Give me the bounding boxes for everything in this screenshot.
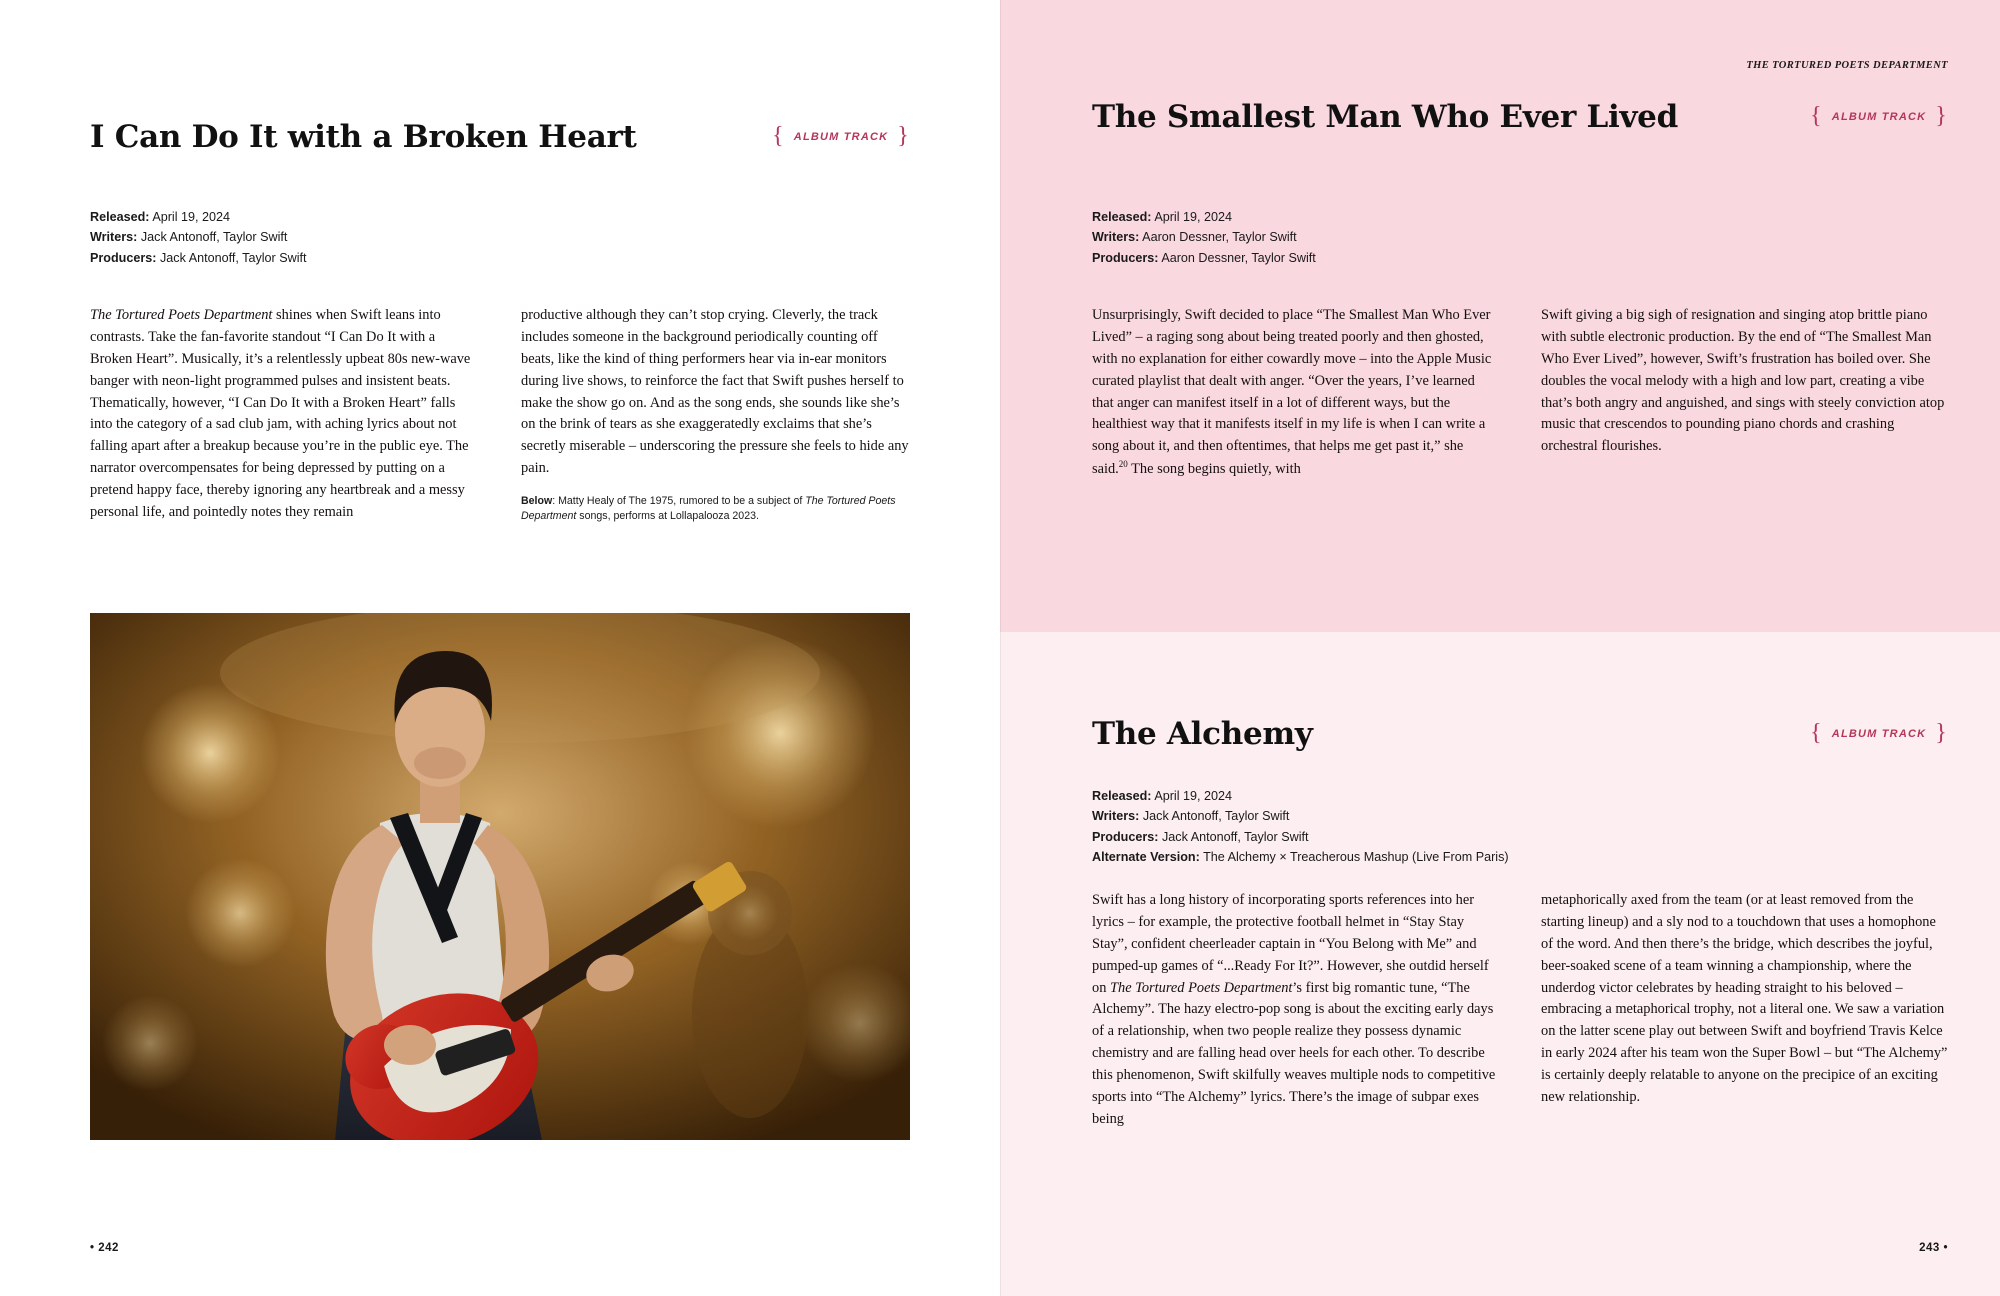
album-name-italic: The Tortured Poets Department [1110, 979, 1293, 996]
body-column-1 [1092, 305, 1499, 491]
body-text-a: Swift has a long history of incorporating sports references into her lyrics – for example, the protective football helmet in “Stay Stay Stay”, confident cheerleader captain in “You Belong with Me” and pumped-up games of “...Ready For It?”. However, she outdid herself on [1092, 892, 1489, 996]
caption-italic: The Tortured Poets Department [521, 495, 896, 523]
body-paragraph: metaphorically axed from the team (or at least removed from the starting lineup) and a sly nod to a touchdown that uses a homophone of the word. And then there’s the bridge, which describes the joyful, beer-soaked scene of a team winning a championship, where the underdog victor celebrates by heading straight to his beloved – embracing a metaphorical trophy, not a literal one. We saw a variation on the latter scene play out between Swift and boyfriend Travis Kelce in early 2024 after his team won the Super Bowl – but “The Alchemy” is certainly deeply relatable to anyone on the precipice of an exciting new relationship. [1541, 892, 1948, 1106]
page-title: The Smallest Man Who Ever Lived [1092, 99, 1678, 135]
page-title: I Can Do It with a Broken Heart [90, 119, 637, 155]
album-name-italic: The Tortured Poets Department [90, 307, 273, 323]
body-column-2 [521, 305, 910, 534]
page-title: The Alchemy [1092, 716, 1313, 752]
right-page [1000, 0, 2000, 1296]
body-paragraph: Swift giving a big sigh of resignation and singing atop brittle piano with subtle electronic production. By the end of “The Smallest Man Who Ever Lived”, however, Swift’s frustration has boiled over. She doubles the vocal melody with a high and low part, creating a vibe that’s both angry and anguished, and sings with steely conviction atop music that crescendos to pounding piano chords and crashing orchestral flourishes. [1541, 307, 1945, 455]
credits-released-value: April 19, 2024 [1154, 789, 1233, 803]
credits-writers-value: Jack Antonoff, Taylor Swift [140, 230, 288, 245]
album-track-label: ALBUM TRACK [793, 131, 889, 144]
body-column-1 [1092, 890, 1499, 1141]
body-paragraph [1092, 305, 1499, 481]
credits-alternate-label: Alternate Version: [1092, 850, 1200, 865]
credits-alchemy [1092, 786, 1712, 868]
running-header: THE TORTURED POETS DEPARTMENT [1746, 60, 1948, 71]
credits-released-line [1092, 207, 1652, 227]
credits-released-line [1092, 786, 1712, 806]
credits-producers-line [1092, 248, 1652, 268]
caption-label: Below [521, 495, 553, 508]
photo-svg [90, 613, 910, 1140]
body-text: shines when Swift leans into contrasts. Take the fan-favorite standout “I Can Do It with a Broken Heart”. Musically, it’s a relentlessly upbeat 80s new-wave banger with neon-light programmed pulses and insistent beats. Thematically, however, “I Can Do It with a Broken Heart” falls into the category of a sad club jam, with aching lyrics about not falling apart after a breakup because you’re in the public eye. The narrator overcompensates for being depressed by putting on a pretend happy face, thereby ignoring any heartbreak and a messy personal life, and pointedly notes they remain [90, 307, 471, 521]
status-badge [772, 125, 910, 149]
credits-writers-value: Jack Antonoff, Taylor Swift [1142, 809, 1290, 824]
brace-close-icon: } [1935, 720, 1948, 747]
credits-released-label: Released: [1092, 789, 1152, 803]
body-columns-alchemy [1092, 890, 1948, 1141]
page-number-right: 243 • [1919, 1242, 1948, 1254]
spread-gutter [1000, 0, 1001, 1296]
credits-released-label: Released: [1092, 210, 1152, 224]
page-number-left: • 242 [90, 1242, 119, 1254]
credits-writers-line [1092, 227, 1652, 247]
status-badge [1810, 105, 1948, 129]
credits-alternate-value: The Alchemy × Treacherous Mashup (Live From Paris) [1203, 850, 1509, 865]
body-paragraph [90, 305, 479, 524]
status-badge [1810, 722, 1948, 746]
track-header-broken-heart [90, 120, 910, 154]
body-paragraph: productive although they can’t stop crying. Cleverly, the track includes someone in the background periodically counting off beats, like the kind of thing performers hear via in-ear monitors during live shows, to reinforce the fact that Swift pushes herself to make the show go on. And as the song ends, she sounds like she’s on the brink of tears as she exaggeratedly exclaims that she’s secretly miserable – underscoring the pressure she feels to hide any pain. [521, 307, 909, 477]
body-text: Unsurprisingly, Swift decided to place “The Smallest Man Who Ever Lived” – a raging song about being treated poorly and then ghosted, with no explanation for either cowardly move – into the Apple Music curated playlist that dealt with anger. “Over the years, I’ve learned that anger can manifest itself in a lot of different ways, but the healthiest way that it manifests itself in my life is when I can write a song about it, and then oftentimes, that helps me get past it,” she said. [1092, 307, 1492, 478]
body-column-1 [90, 305, 479, 534]
caption-text-1: : Matty Healy of The 1975, rumored to be a subject of [552, 495, 806, 508]
body-text-tail: The song begins quietly, with [1127, 461, 1301, 478]
credits-writers-line [90, 227, 650, 247]
credits-broken-heart [90, 207, 650, 268]
body-paragraph [1092, 890, 1499, 1131]
credits-writers-label: Writers: [1092, 809, 1140, 824]
credits-producers-value: Jack Antonoff, Taylor Swift [160, 250, 307, 265]
credits-writers-label: Writers: [90, 230, 138, 245]
credits-writers-label: Writers: [1092, 230, 1140, 245]
brace-open-icon: { [772, 123, 785, 150]
credits-producers-value: Aaron Dessner, Taylor Swift [1161, 250, 1316, 265]
credits-producers-label: Producers: [1092, 829, 1159, 844]
credits-smallest-man [1092, 207, 1652, 268]
credits-released-label: Released: [90, 210, 150, 224]
brace-open-icon: { [1810, 720, 1823, 747]
credits-producers-line [90, 248, 650, 268]
album-track-label: ALBUM TRACK [1831, 111, 1927, 124]
performance-photo [90, 613, 910, 1140]
brace-open-icon: { [1810, 103, 1823, 130]
credits-released-value: April 19, 2024 [152, 210, 231, 224]
credits-alternate-line [1092, 847, 1712, 867]
footnote-marker: 20 [1118, 459, 1128, 470]
credits-producers-label: Producers: [1092, 250, 1159, 265]
body-columns-broken-heart [90, 305, 910, 534]
credits-released-line [90, 207, 650, 227]
body-columns-smallest-man [1092, 305, 1948, 491]
brace-close-icon: } [897, 123, 910, 150]
credits-writers-value: Aaron Dessner, Taylor Swift [1142, 230, 1297, 245]
body-column-2 [1541, 890, 1948, 1141]
credits-released-value: April 19, 2024 [1154, 210, 1233, 224]
brace-close-icon: } [1935, 103, 1948, 130]
credits-writers-line [1092, 806, 1712, 826]
caption-text-2: songs, performs at Lollapalooza 2023. [576, 510, 759, 523]
track-header-smallest-man [1092, 100, 1948, 134]
body-column-2 [1541, 305, 1948, 491]
body-text-b: ’s first big romantic tune, “The Alchemy”. The hazy electro-pop song is about the exciting early days of a relationship, when two people realize they possess dynamic chemistry and are falling head over heels for each other. To describe this phenomenon, Swift skilfully weaves multiple nods to competitive sports into “The Alchemy” lyrics. There’s the image of subpar exes being [1092, 979, 1496, 1127]
track-header-alchemy [1092, 717, 1948, 751]
album-track-label: ALBUM TRACK [1831, 728, 1927, 741]
photo-caption [521, 494, 910, 525]
credits-producers-value: Jack Antonoff, Taylor Swift [1162, 829, 1309, 844]
credits-producers-label: Producers: [90, 250, 157, 265]
credits-producers-line [1092, 827, 1712, 847]
